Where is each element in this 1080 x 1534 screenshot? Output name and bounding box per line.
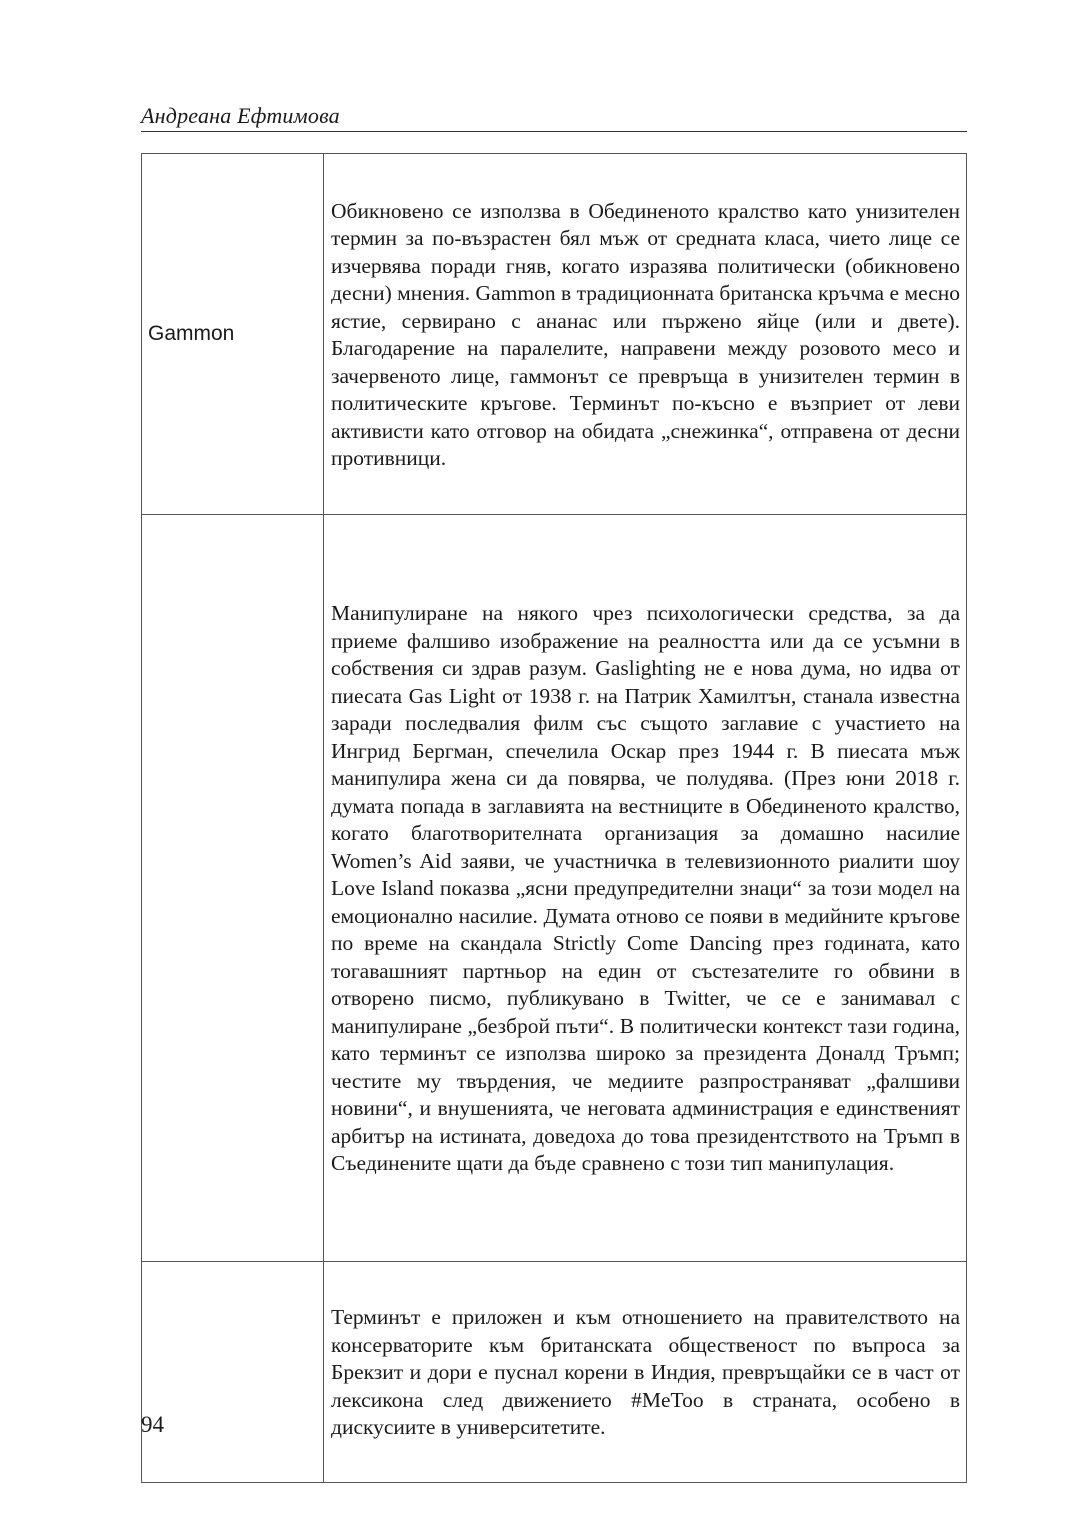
table-row [142,1262,967,1483]
glossary-table [141,153,967,1483]
term-cell [142,515,324,1262]
definition-cell: Манипулиране на някого чрез психологически средства, за да приеме фалшиво изображение на реалността или да се усъмни в собствения си здрав разум. Gaslighting не е нова дума, но идва от пиесата Gas Light от 1938 г. на Патрик Хамилтън, станала известна заради последвалия филм със същото заглавие с участието на Ингрид Бергман, спечелила Оскар през 1944 г. В пиесата мъж манипулира жена си да повярва, че полудява. (През юни 2018 г. думата попада в заглавията на вестниците в Обединеното кралство, когато благотворителната организация за домашно насилие Women’s Aid заяви, че участничка в телевизионното риалити шоу Love Island показва „ясни предупредителни знаци“ за този модел на емоционално насилие. Думата отново се появи в медийните кръгове по време на скандала Strictly Come Dancing през годината, като тогавашният партньор на един от състезателите го обвини в отворено писмо, публикувано в Twitter, че се е занимавал с манипулиране „безброй пъти“. В политически контекст тази година, като терминът се използва широко за президента Доналд Тръмп; честите му твърдения, че медиите разпространяват „фалшиви новини“, и внушенията, че неговата администрация е единственият арбитър на истината, доведоха до това президентството на Тръмп в Съединените щати да бъде сравнено с този тип манипулация. [324,515,967,1262]
definition-cell: Обикновено се използва в Обединеното кралство като унизителен термин за по-възрастен бял мъж от средната класа, чието лице се изчервява поради гняв, когато изразява политически (обикновено десни) мнения. Gammon в традиционната британска кръчма е месно ястие, сервирано с ананас или пържено яйце (или и двете). Благодарение на паралелите, направени между розовото месо и зачервеното лице, гаммонът се превръща в унизителен термин в политическите кръгове. Терминът по-късно е възприет от леви активисти като отговор на обидата „снежинка“, отправена от десни противници. [324,154,967,515]
term-cell: Gammon [142,154,324,515]
table-row [142,154,967,515]
table-row [142,515,967,1262]
term-cell [142,1262,324,1483]
definition-cell: Терминът е приложен и към отношението на правителството на консерваторите към британската общественост по въпроса за Брекзит и дори е пуснал корени в Индия, превръщайки се в част от лексикона след движението #MeToo в страната, особено в дискусиите в университетите. [324,1262,967,1483]
page-number: 94 [141,1412,164,1437]
running-head [141,101,967,132]
author-name: Андреана Ефтимова [141,103,340,128]
